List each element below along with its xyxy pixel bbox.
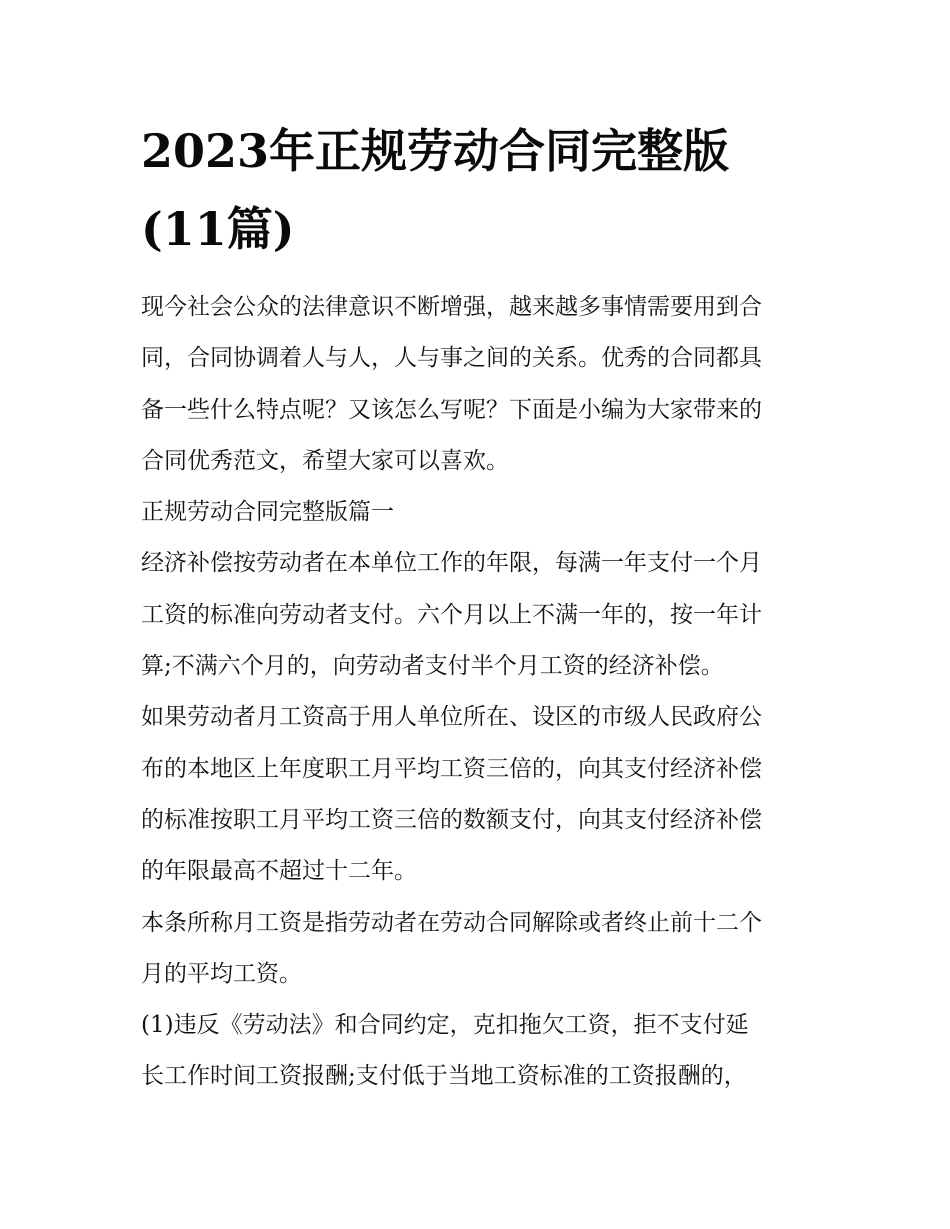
document-title xyxy=(141,112,821,268)
intro-line-3: 备一些什么特点呢？又该怎么写呢？下面是小编为大家带来的 xyxy=(141,396,762,423)
title-line-2: (11篇) xyxy=(141,202,295,256)
paragraph-2-line-1: 如果劳动者月工资高于用人单位所在、设区的市级人民政府公 xyxy=(141,704,762,731)
intro-line-1: 现今社会公众的法律意识不断增强，越来越多事情需要用到合 xyxy=(141,294,762,320)
intro-line-4: 合同优秀范文，希望大家可以喜欢。 xyxy=(141,447,509,474)
document-body xyxy=(141,282,821,1103)
paragraph-3-line-2: 月的平均工资。 xyxy=(141,960,302,987)
paragraph-3-line-1: 本条所称月工资是指劳动者在劳动合同解除或者终止前十二个 xyxy=(141,909,762,936)
title-line-1: 2023年正规劳动合同完整版 xyxy=(141,124,730,178)
clause-1-line-2: 长工作时间工资报酬;支付低于当地工资标准的工资报酬的， xyxy=(141,1063,747,1090)
paragraph-1-line-2: 工资的标准向劳动者支付。六个月以上不满一年的，按一年计 xyxy=(141,601,762,628)
paragraph-2-line-2: 布的本地区上年度职工月平均工资三倍的，向其支付经济补偿 xyxy=(141,755,762,782)
paragraph-2-line-3: 的标准按职工月平均工资三倍的数额支付，向其支付经济补偿 xyxy=(141,806,762,833)
paragraph-1-line-1: 经济补偿按劳动者在本单位工作的年限，每满一年支付一个月 xyxy=(141,550,762,577)
intro-line-2: 同，合同协调着人与人，人与事之间的关系。优秀的合同都具 xyxy=(141,345,762,372)
clause-1-line-1: (1)违反《劳动法》和合同约定，克扣拖欠工资，拒不支付延 xyxy=(141,1012,749,1039)
paragraph-2-line-4: 的年限最高不超过十二年。 xyxy=(141,858,417,885)
paragraph-1-line-3: 算;不满六个月的，向劳动者支付半个月工资的经济补偿。 xyxy=(141,653,724,680)
document-content xyxy=(141,112,821,1103)
section-heading: 正规劳动合同完整版篇一 xyxy=(141,499,394,526)
